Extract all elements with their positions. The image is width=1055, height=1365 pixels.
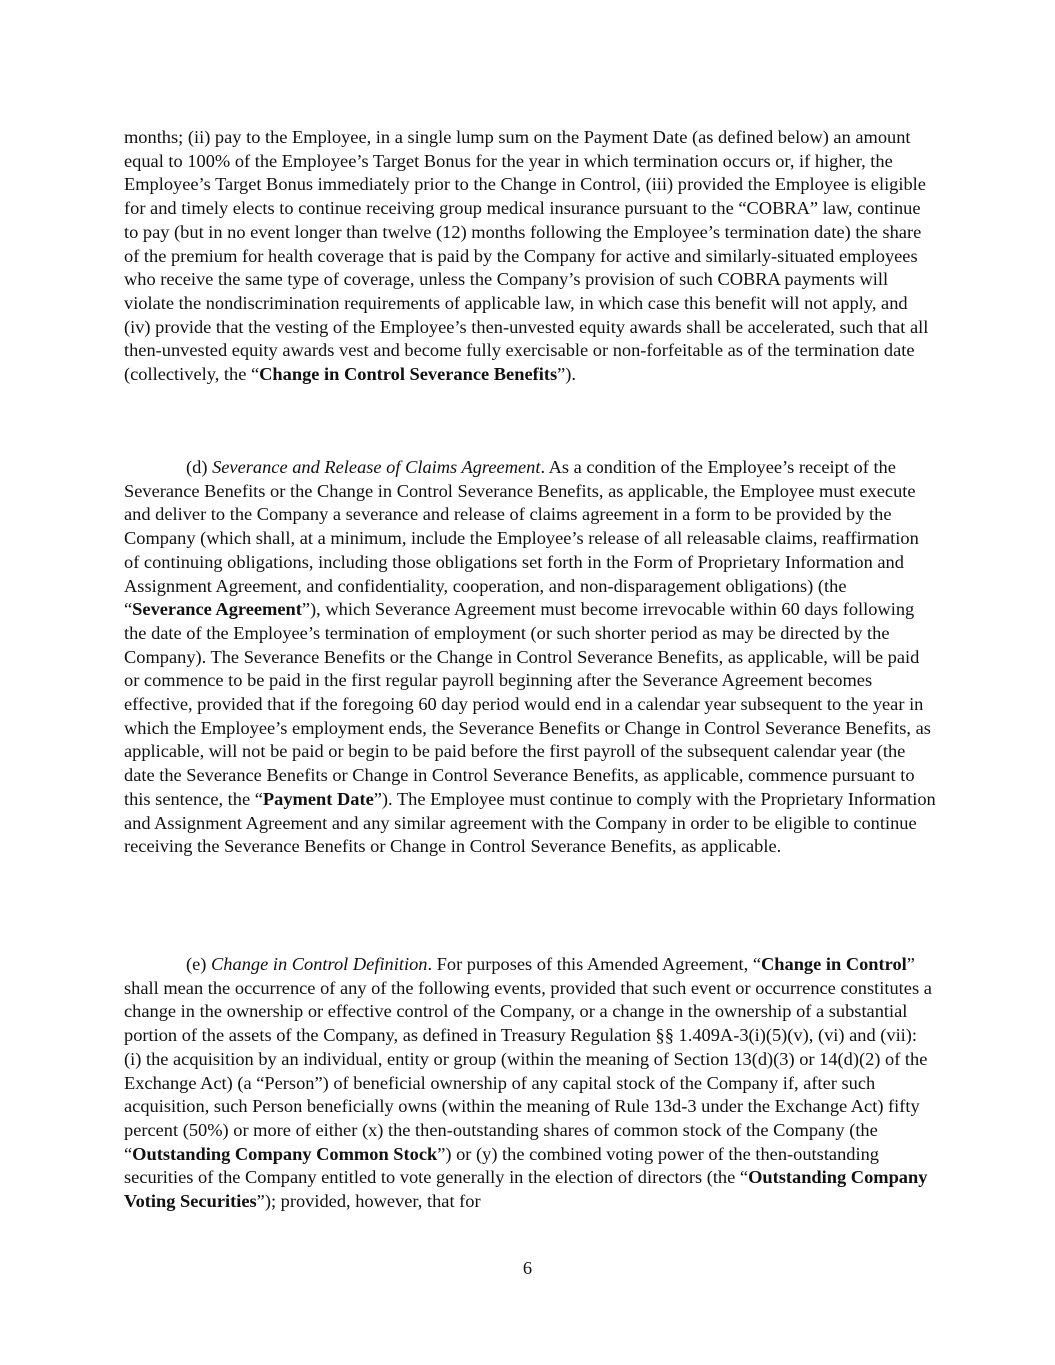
defined-term: Severance Agreement: [132, 599, 302, 620]
paragraph-text: ”) or (y) the combined voting power of the then-outstanding securities of the Company entitled to vote generally in the election of directors (the “: [124, 1143, 879, 1188]
paragraph-e: [124, 953, 936, 1214]
page-number: 6: [522, 1258, 533, 1278]
paragraph-text: ” shall mean the occurrence of any of the following events, provided that such event or occurrence constitutes a change in the ownership or effective control of the Company, or a change in the ownership of a substantial portion of the assets of the Company, as defined in Treasury Regulation §§ 1.409A-3(i)(5)(v), (vi) and (vii): (i) the acquisition by an individual, entity or group (within the meaning of Section 13(d)(3) or 14(d)(2) of the Exchange Act) (a “Person”) of beneficial ownership of any capital stock of the Company if, after such acquisition, such Person beneficially owns (within the meaning of Rule 13d-3 under the Exchange Act) fifty percent (50%) or more of either (x) the then-outstanding shares of common stock of the Company (the “: [124, 954, 932, 1164]
defined-term: Change in Control: [761, 954, 907, 974]
paragraph-text: ”), which Severance Agreement must become irrevocable within 60 days following the date of the Employee’s termination of employment (or such shorter period as may be directed by the Company). The Severance Benefits or the Change in Control Severance Benefits, as applicable, will be paid or commence to be paid in the first regular payroll beginning after the Severance Agreement becomes effective, provided that if the foregoing 60 day period would end in a calendar year subsequent to the year in which the Employee’s employment ends, the Severance Benefits or Change in Control Severance Benefits, as applicable, will not be paid or begin to be paid before the first payroll of the subsequent calendar year (the date the Severance Benefits or Change in Control Severance Benefits, as applicable, commence pursuant to this sentence, the “: [124, 599, 931, 809]
paragraph-text: ”).: [557, 364, 577, 385]
defined-term: Outstanding Company Common Stock: [132, 1143, 438, 1164]
section-number: (e): [186, 954, 207, 974]
defined-term: Payment Date: [262, 788, 374, 809]
defined-term: Outstanding Company Voting Securities: [124, 1167, 928, 1212]
paragraph-c-continued: [124, 126, 936, 387]
paragraph-text: ”); provided, however, that for: [256, 1191, 481, 1212]
paragraph-text: months; (ii) pay to the Employee, in a single lump sum on the Payment Date (as defined below) an amount equal to 100% of the Employee’s Target Bonus for the year in which termination occurs or, if higher, the Employee’s Target Bonus immediately prior to the Change in Control, (iii) provided the Employee is eligible for and timely elects to continue receiving group medical insurance pursuant to the “COBRA” law, continue to pay (but in no event longer than twelve (12) months following the Employee’s termination date) the share of the premium for health coverage that is paid by the Company for active and similarly-situated employees who receive the same type of coverage, unless the Company’s provision of such COBRA payments will violate the nondiscrimination requirements of applicable law, in which case this benefit will not apply, and (iv) provide that the vesting of the Employee’s then-unvested equity awards shall be accelerated, such that all then-unvested equity awards vest and become fully exercisable or non-forfeitable as of the termination date (collectively, the “: [124, 127, 929, 385]
paragraph-text: . As a condition of the Employee’s receipt of the Severance Benefits or the Change in Control Severance Benefits, as applicable, the Employee must execute and deliver to the Company a severance and release of claims agreement in a form to be provided by the Company (which shall, at a minimum, include the Employee’s release of all releasable claims, reaffirmation of continuing obligations, including those obligations set forth in the Form of Proprietary Information and Assignment Agreement, and confidentiality, cooperation, and non-disparagement obligations) (the “: [124, 457, 919, 620]
section-number: (d): [186, 457, 208, 477]
defined-term: Change in Control Severance Benefits: [259, 364, 558, 385]
paragraph-d: [124, 456, 936, 859]
paragraph-text: ”). The Employee must continue to comply with the Proprietary Information and Assignment Agreement and any similar agreement with the Company in order to be eligible to continue receiving the Severance Benefits or Change in Control Severance Benefits, as applicable.: [124, 788, 936, 857]
paragraph-text: . For purposes of this Amended Agreement, “: [427, 954, 761, 974]
section-heading: Change in Control Definition: [211, 954, 428, 974]
section-heading: Severance and Release of Claims Agreement: [212, 457, 541, 477]
